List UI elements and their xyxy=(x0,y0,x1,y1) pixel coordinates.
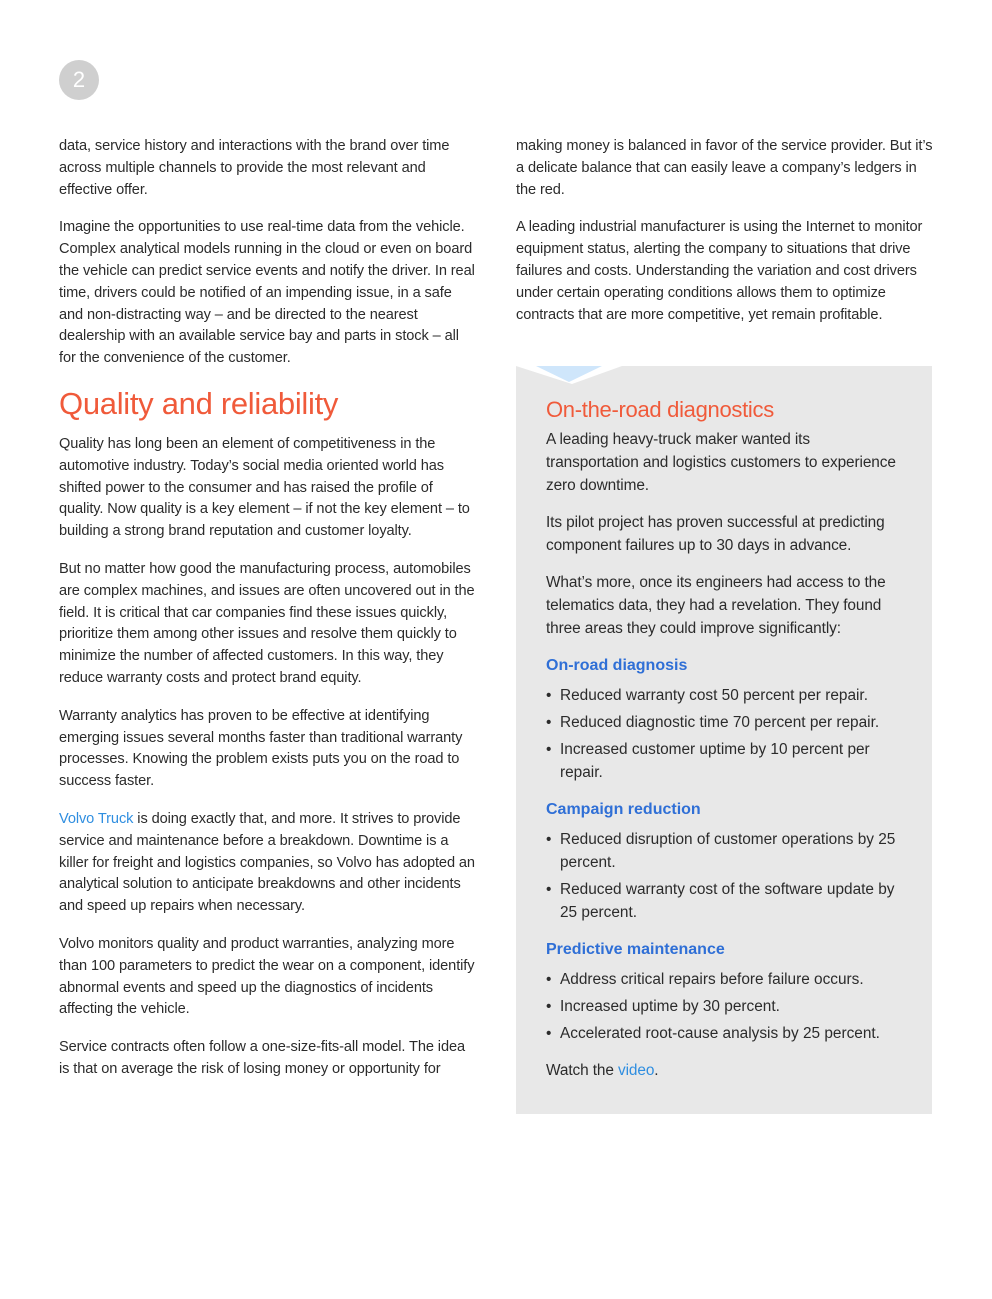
video-link[interactable]: video xyxy=(618,1062,655,1079)
body-paragraph: But no matter how good the manufacturing process, automobiles are complex machines, and issues are often uncovered out in the field. It is critical that car companies find these issues quickly, prioritize them among other issues and resolve them quickly to minimize the number of affected customers. In this way, they reduce warranty costs and protect brand equity. xyxy=(59,560,475,686)
list-item: • Increased customer uptime by 10 percent per repair. xyxy=(546,738,902,784)
section-heading: Quality and reliability xyxy=(59,385,339,421)
body-paragraph xyxy=(59,809,479,918)
callout-notch-icon xyxy=(516,366,622,384)
right-column xyxy=(516,136,936,342)
sidebar-content xyxy=(546,396,902,1096)
watch-video-line: Watch the video. xyxy=(546,1062,659,1079)
volvo-truck-link[interactable]: Volvo Truck xyxy=(59,810,134,827)
body-paragraph: Service contracts often follow a one-size-fits-all model. The idea is that on average the risk of losing money or opportunity for xyxy=(59,1039,466,1077)
bullet-icon: • xyxy=(546,741,552,758)
body-paragraph: A leading industrial manufacturer is using the Internet to monitor equipment status, alerting the company to situations that drive failures and costs. Understanding the variation and cost drivers under certain operating conditions allows them to optimize contracts that are more competitive, yet remain profitable. xyxy=(516,219,923,323)
body-paragraph: Warranty analytics has proven to be effective at identifying emerging issues several months faster than traditional warranty processes. Knowing the problem exists puts you on the road to success faster. xyxy=(59,707,463,790)
sidebar-subheading: Predictive maintenance xyxy=(546,941,725,958)
bullet-icon: • xyxy=(546,714,552,731)
bullet-icon: • xyxy=(546,881,552,898)
sidebar-paragraph: What’s more, once its engineers had access to the telematics data, they had a revelation. They found three areas they could improve significantly: xyxy=(546,574,886,637)
bullet-list xyxy=(546,828,902,924)
sidebar-paragraph: Its pilot project has proven successful at predicting component failures up to 30 days in advance. xyxy=(546,514,885,554)
body-paragraph: data, service history and interactions with the brand over time across multiple channels to provide the most relevant and effective offer. xyxy=(59,138,450,198)
body-paragraph: Volvo monitors quality and product warranties, analyzing more than 100 parameters to predict the wear on a component, identify abnormal events and speed up the diagnostics of incidents affecting the vehicle. xyxy=(59,935,475,1018)
body-paragraph: making money is balanced in favor of the service provider. But it’s a delicate balance that can easily leave a company’s ledgers in the red. xyxy=(516,138,933,198)
bullet-list xyxy=(546,968,902,1045)
body-paragraph: Quality has long been an element of competitiveness in the automotive industry. Today’s social media oriented world has shifted power to the consumer and has raised the profile of quality. Now quality is a key element – if not the key element – to building a strong brand reputation and customer loyalty. xyxy=(59,435,470,540)
body-text: is doing exactly that, and more. It strives to provide service and maintenance before a breakdown. Downtime is a killer for freight and logistics companies, so Volvo has adopted an analytical solution to anticipate breakdowns and other incidents and speed up repairs when necessary. xyxy=(59,810,475,915)
list-item: • Reduced warranty cost 50 percent per repair. xyxy=(546,684,902,707)
sidebar-title: On-the-road diagnostics xyxy=(546,397,774,422)
sidebar-subheading: Campaign reduction xyxy=(546,801,701,818)
list-item: • Address critical repairs before failure occurs. xyxy=(546,968,902,991)
list-item: • Reduced disruption of customer operations by 25 percent. xyxy=(546,828,902,874)
list-item: • Accelerated root-cause analysis by 25 percent. xyxy=(546,1022,902,1045)
list-item: • Reduced warranty cost of the software update by 25 percent. xyxy=(546,878,902,924)
bullet-icon: • xyxy=(546,971,552,988)
page-number-badge: 2 xyxy=(59,60,99,100)
body-paragraph: Imagine the opportunities to use real-time data from the vehicle. Complex analytical models running in the cloud or even on board the vehicle can predict service events and notify the driver. In real time, drivers could be notified of an impending issue, in a safe and non-distracting way – and be directed to the nearest dealership with an available service bay and parts in stock – all for the convenience of the customer. xyxy=(59,219,475,367)
list-item: • Increased uptime by 30 percent. xyxy=(546,995,902,1018)
bullet-icon: • xyxy=(546,831,552,848)
bullet-icon: • xyxy=(546,998,552,1015)
bullet-icon: • xyxy=(546,1025,552,1042)
bullet-list xyxy=(546,684,902,784)
left-column xyxy=(59,136,479,1097)
list-item: • Reduced diagnostic time 70 percent per repair. xyxy=(546,711,902,734)
sidebar-subheading: On-road diagnosis xyxy=(546,657,688,674)
bullet-icon: • xyxy=(546,687,552,704)
sidebar-paragraph: A leading heavy-truck maker wanted its transportation and logistics customers to experience zero downtime. xyxy=(546,431,896,494)
sidebar-callout-box xyxy=(516,366,932,1114)
